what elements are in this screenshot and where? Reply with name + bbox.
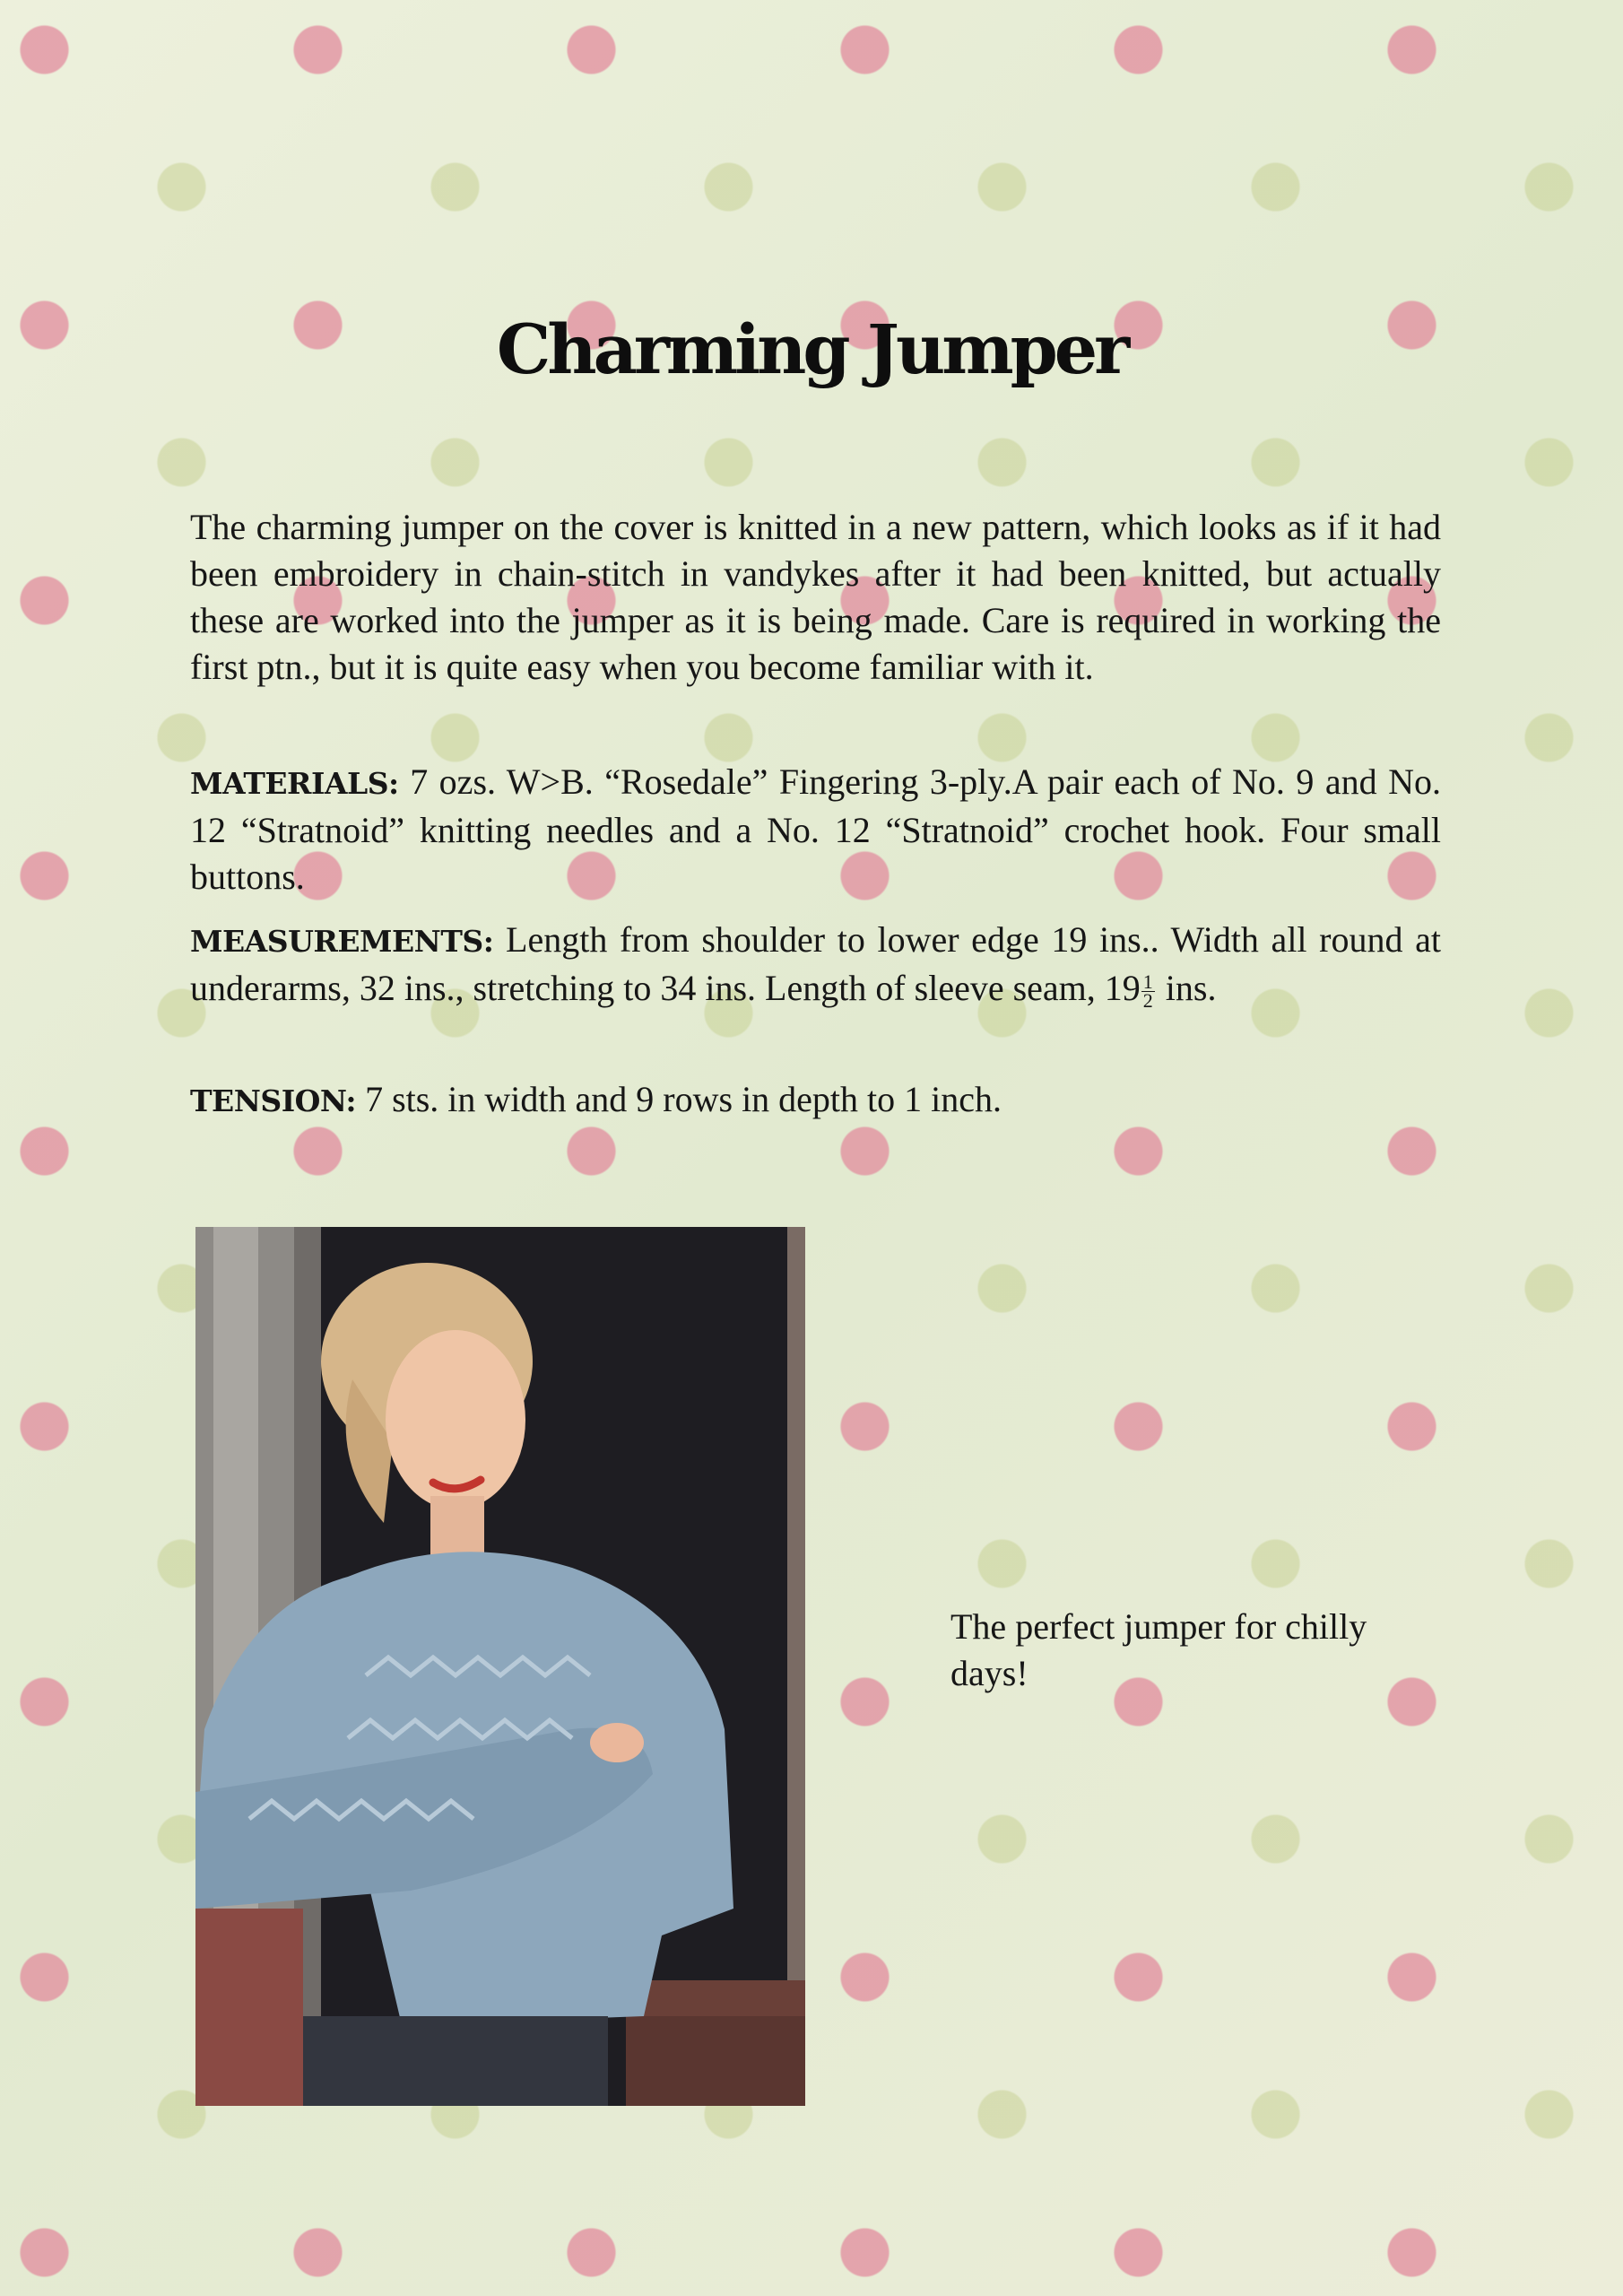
fraction-numerator: 1	[1142, 970, 1153, 994]
measurements-text-end: ins.	[1156, 968, 1217, 1008]
measurements-label: MEASUREMENTS:	[190, 924, 494, 959]
model-photo	[195, 1227, 805, 2106]
materials-text: 7 ozs. W>B. “Rosedale” Fingering 3-ply.A pair each of No. 9 and No. 12 “Stratnoid” knitting needles and a No. 12 “Stratnoid” crochet hook. Four small buttons.	[190, 761, 1441, 897]
model-photo-illustration	[195, 1227, 805, 2106]
tension-text: 7 sts. in width and 9 rows in depth to 1 inch.	[356, 1079, 1002, 1119]
tension-label: TENSION:	[190, 1083, 357, 1118]
fraction-denominator: 2	[1142, 989, 1153, 1013]
materials-paragraph	[190, 759, 1441, 900]
photo-caption: The perfect jumper for chilly days!	[950, 1606, 1367, 1693]
page-title: Charming Jumper	[496, 309, 1127, 389]
measurements-text: Length from shoulder to lower edge 19 ins.. Width all round at underarms, 32 ins., stretching to 34 ins. Length of sleeve seam, 19	[190, 919, 1441, 1008]
tension-paragraph	[190, 1076, 1441, 1125]
measurements-paragraph	[190, 917, 1441, 1012]
intro-paragraph: The charming jumper on the cover is knitted in a new pattern, which looks as if it had been embroidery in chain-stitch in vandykes after it had been knitted, but actually these are worked into the jumper as it is being made. Care is required in working the first ptn., but it is quite easy when you become familiar with it.	[190, 507, 1441, 687]
materials-label: MATERIALS:	[190, 766, 399, 801]
half-fraction	[1141, 970, 1155, 1013]
